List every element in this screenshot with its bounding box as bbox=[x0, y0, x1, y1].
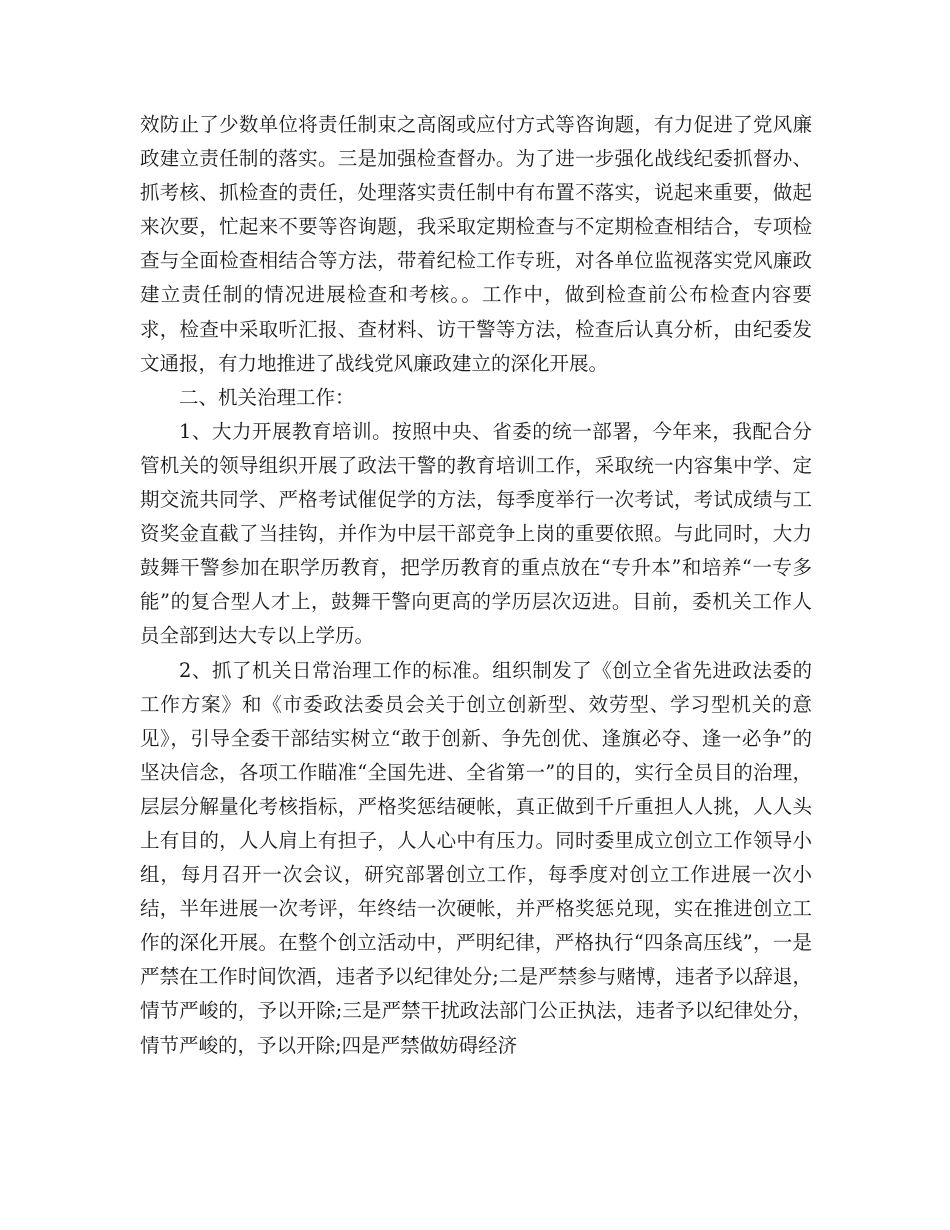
paragraph-education-training: 1、大力开展教育培训。按照中央、省委的统一部署，今年来，我配合分管机关的领导组织开展了政法干警的教育培训工作，采取统一内容集中学、定期交流共同学、严格考试催促学的方法，每季度举行一次考试，考试成绩与工资奖金直截了当挂钩，并作为中层干部竞争上岗的重要依照。与此同时，大力鼓舞干警参加在职学历教育，把学历教育的重点放在“专升本”和培养“一专多能”的复合型人才上，鼓舞干警向更高的学历层次迈进。目前，委机关工作人员全部到达大专以上学历。 bbox=[140, 419, 812, 648]
paragraph-responsibility-inspection: 效防止了少数单位将责任制束之高阁或应付方式等咨询题，有力促进了党风廉政建立责任制的落实。三是加强检查督办。为了进一步强化战线纪委抓督办、抓考核、抓检查的责任，处理落实责任制中有布置不落实，说起来重要，做起来次要，忙起来不要等咨询题，我采取定期检查与不定期检查相结合，专项检查与全面检查相结合等方法，带着纪检工作专班，对各单位监视落实党风廉政建立责任制的情况进展检查和考核。。工作中，做到检查前公布检查内容要求，检查中采取听汇报、查材料、访干警等方法，检查后认真分析，由纪委发文通报，有力地推进了战线党风廉政建立的深化开展。 bbox=[140, 113, 812, 375]
paragraph-daily-management-standards: 2、抓了机关日常治理工作的标准。组织制发了《创立全省先进政法委的工作方案》和《市委政法委员会关于创立创新型、效劳型、学习型机关的意见》，引导全委干部结实树立“敢于创新、争先创优、逢旗必夺、逢一必争”的坚决信念，各项工作瞄准“全国先进、全省第一”的目的，实行全员目的治理，层层分解量化考核指标，严格奖惩结硬帐，真正做到千斤重担人人挑，人人头上有目的，人人肩上有担子，人人心中有压力。同时委里成立创立工作领导小组，每月召开一次会议，研究部署创立工作，每季度对创立工作进展一次小结，半年进展一次考评，年终结一次硬帐，并严格奖惩兑现，实在推进创立工作的深化开展。在整个创立活动中，严明纪律，严格执行“四条高压线”，一是严禁在工作时间饮酒，违者予以纪律处分;二是严禁参与赌博，违者予以辞退，情节严峻的，予以开除;三是严禁干扰政法部门公正执法，违者予以纪律处分，情节严峻的，予以开除;四是严禁做妨碍经济 bbox=[140, 658, 812, 1057]
section-heading-office-management: 二、机关治理工作： bbox=[179, 385, 355, 409]
document-page bbox=[140, 108, 812, 1063]
